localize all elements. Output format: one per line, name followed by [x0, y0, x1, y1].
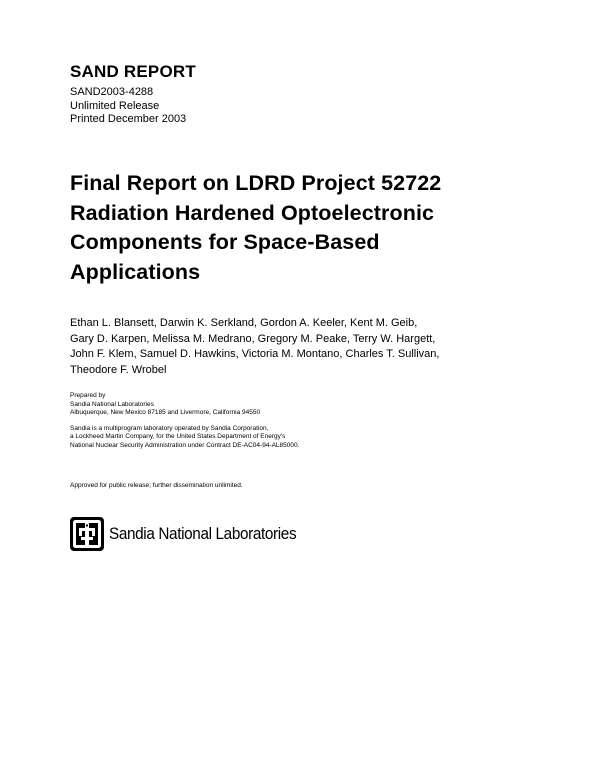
- sandia-thunderbird-icon: [70, 517, 104, 551]
- prepared-by-block: [70, 392, 299, 450]
- release-status: Unlimited Release: [70, 99, 160, 112]
- title-line: Applications: [70, 259, 201, 284]
- report-meta: [70, 86, 186, 127]
- operator-statement-line: Sandia is a multiprogram laboratory operated by Sandia Corporation,: [70, 424, 269, 432]
- logo-wordmark: Sandia National Laboratories: [109, 524, 297, 543]
- author-line: Theodore F. Wrobel: [70, 363, 167, 376]
- sandia-logo: [70, 517, 317, 551]
- approval-notice: Approved for public release; further dissemination unlimited.: [70, 482, 243, 489]
- title-line: Radiation Hardened Optoelectronic: [70, 200, 435, 225]
- print-date: Printed December 2003: [70, 113, 187, 125]
- title-line: Components for Space-Based: [70, 230, 380, 254]
- author-line: John F. Klem, Samuel D. Hawkins, Victoria M. Montano, Charles T. Sullivan,: [70, 348, 440, 360]
- author-line: Gary D. Karpen, Melissa M. Medrano, Gregory M. Peake, Terry W. Hargett,: [70, 332, 436, 345]
- operator-statement-line: a Lockheed Martin Company, for the United States Department of Energy's: [70, 433, 286, 440]
- title-line: Final Report on LDRD Project 52722: [70, 171, 442, 195]
- report-title: [70, 169, 540, 287]
- prepared-address: Albuquerque, New Mexico 87185 and Livermore, California 94550: [70, 409, 261, 416]
- prepared-heading: Prepared by: [70, 392, 106, 399]
- report-type: SAND REPORT: [70, 62, 196, 81]
- operator-statement-line: National Nuclear Security Administration under Contract DE-AC04-94-AL85000.: [70, 441, 300, 449]
- author-list: [70, 316, 510, 378]
- author-line: Ethan L. Blansett, Darwin K. Serkland, Gordon A. Keeler, Kent M. Geib,: [70, 317, 418, 329]
- spacer: [70, 418, 299, 425]
- prepared-org: Sandia National Laboratories: [70, 400, 154, 408]
- report-number: SAND2003-4288: [70, 86, 154, 98]
